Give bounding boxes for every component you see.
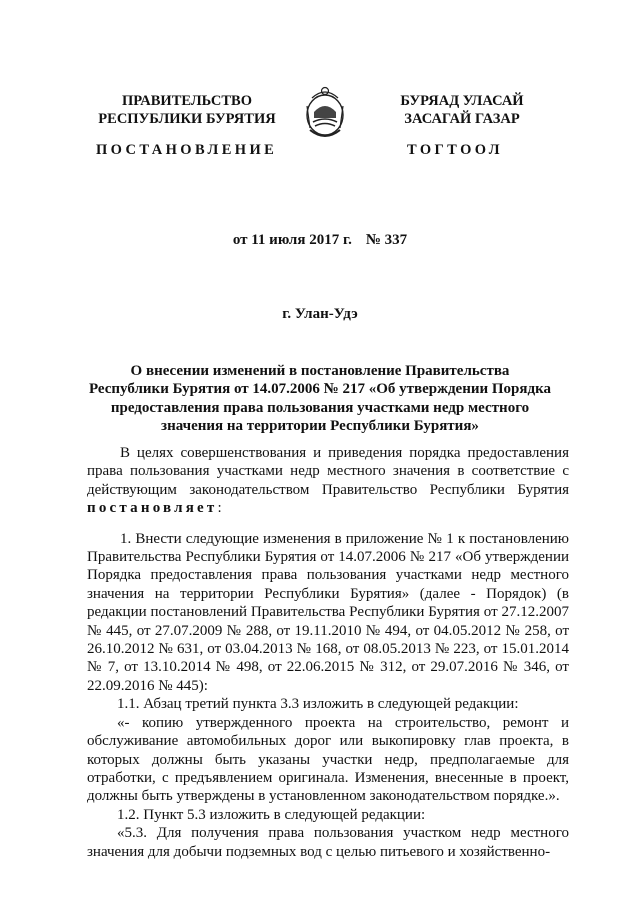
issuer-block-buryat [372,92,552,128]
coat-of-arms-icon [300,82,350,142]
item-1-paragraph: 1. Внести следующие изменения в приложение № 1 к постановлению Правительства Республики Бурятия от 14.07.2006 № 217 «Об утверждении Порядка предоставления права пользования участками недр местного значения на территории Республики Бурятия» (далее - Порядок) (в редакции постановлений Правительства Республики Бурятия от 27.12.2007 № 445, от 27.07.2009 № 288, от 19.11.2010 № 494, от 04.05.2012 № 258, от 26.10.2012 № 631, от 03.04.2013 № 168, от 08.05.2013 № 223, от 15.01.2014 № 7, от 13.10.2014 № 498, от 22.06.2015 № 312, от 29.07.2016 № 346, от 22.09.2016 № 445): [87,530,569,694]
decree-title [80,362,560,436]
title-line: О внесении изменений в постановление Правительства [130,363,510,379]
issuer-line: ПРАВИТЕЛЬСТВО [122,93,252,109]
quote-2-paragraph: «5.3. Для получения права пользования участком недр местного значения для добычи подземных вод с целью питьевого и хозяйственно- [87,825,569,860]
decree-date-line [0,232,640,249]
issuer-block-russian [92,92,282,128]
decree-colon: : [217,500,222,517]
decree-date: от 11 июля 2017 г. [232,232,352,248]
issuer-line: ЗАСАГАЙ ГАЗАР [404,111,520,127]
issuer-line: БУРЯАД УЛАСАЙ [400,93,524,109]
title-line: Республики Бурятия от 14.07.2006 № 217 «Об утверждении Порядка [88,381,552,398]
decree-number: № 337 [365,232,408,248]
preamble-paragraph [87,444,569,518]
doc-type-buryat: ТОГТООЛ [407,142,503,158]
item-1-2-paragraph: 1.2. Пункт 5.3 изложить в следующей редакции: [117,806,426,823]
decree-city: г. Улан-Удэ [282,306,358,322]
title-line: значения на территории Республики Бурятия» [161,418,479,435]
decree-body [87,444,569,861]
preamble-text: В целях совершенствования и приведения порядка предоставления права пользования участками недр местного значения в соответствие с действующим законодательством Правительство Республики Бурятия [87,445,569,498]
issuer-line: РЕСПУБЛИКИ БУРЯТИЯ [98,111,276,127]
quote-1-paragraph: «- копию утвержденного проекта на строительство, ремонт и обслуживание автомобильных дорог или выкопировку глав проекта, в которых должны быть указаны участки недр, предполагаемые для отработки, с предъявлением оригинала. Изменения, внесенные в проект, должны быть утверждены в установленном законодательством порядке.». [87,714,569,805]
item-1-1-paragraph: 1.1. Абзац третий пункта 3.3 изложить в следующей редакции: [117,696,519,713]
doc-type-russian: ПОСТАНОВЛЕНИЕ [96,142,278,158]
title-line: предоставления права пользования участками недр местного [110,399,530,416]
decree-keyword: постановляет [87,500,218,517]
